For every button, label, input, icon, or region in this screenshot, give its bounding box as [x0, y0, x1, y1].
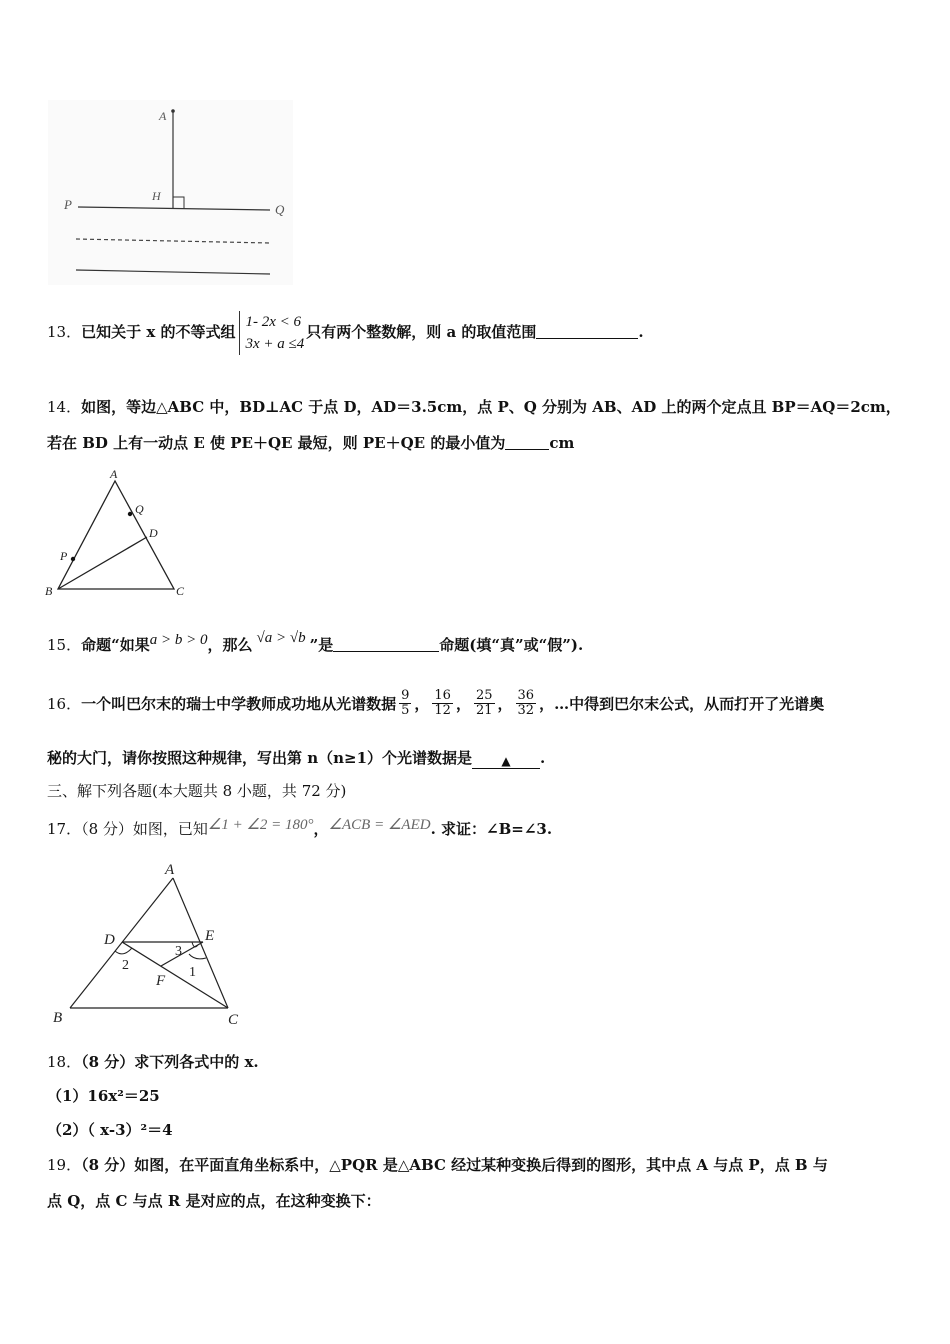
q16-text-2: 秘的大门，请你按照这种规律，写出第 n（n≥1）个光谱数据是 — [47, 749, 473, 767]
label-C: C — [176, 584, 185, 598]
q15-prefix: 命题“如果 — [81, 636, 150, 654]
label-P: P — [64, 197, 72, 212]
label-B: B — [53, 1010, 63, 1026]
q15-conclusion: √a > √b — [256, 630, 306, 646]
label-A: A — [165, 862, 175, 878]
question-19-line2: 点 Q，点 C 与点 R 是对应的点，在这种变换下： — [47, 1192, 381, 1210]
q16-end: . — [540, 749, 546, 767]
segment-EF — [161, 942, 203, 966]
inequality-system — [239, 311, 304, 355]
label-D: D — [104, 932, 115, 948]
q13-end: . — [638, 323, 644, 341]
fraction-3 — [474, 689, 495, 718]
fraction-2 — [432, 689, 453, 718]
q16-answer-marker: ▲ — [501, 754, 511, 768]
q15-number: 15． — [47, 636, 82, 654]
q15-end: 命题(填“真”或“假”). — [439, 636, 584, 654]
label-P: P — [60, 549, 68, 563]
fraction-3-denominator: 21 — [475, 702, 493, 718]
q13-suffix: 只有两个整数解，则 a 的取值范围 — [306, 323, 537, 341]
q16-answer-blank[interactable] — [472, 754, 540, 769]
q17-prove: . 求证：∠B=∠3. — [430, 820, 553, 838]
q17-number: 17． — [47, 820, 82, 838]
point-P — [71, 557, 75, 561]
label-F: F — [156, 973, 166, 989]
q14-text-1: 如图，等边△ABC 中，BD⊥AC 于点 D，AD＝3.5cm，点 P、Q 分别为 AB、AD 上的两个定点且 BP＝AQ＝2cm， — [81, 398, 901, 416]
q14-unit: cm — [549, 434, 575, 452]
q17-given-2: ∠ACB = ∠AED — [328, 817, 431, 833]
angle-1-label: 1 — [189, 965, 196, 980]
q19-text-1: （8 分）如图，在平面直角坐标系中，△PQR 是△ABC 经过某种变换后得到的图形，其中点 A 与点 P，点 B 与 — [81, 1156, 828, 1174]
q18-text: （8 分）求下列各式中的 x. — [81, 1053, 259, 1071]
fraction-1-denominator: 5 — [401, 702, 410, 718]
section-3-heading: 三、解下列各题(本大题共 8 小题，共 72 分) — [47, 782, 347, 800]
q17-points: （8 分）如图，已知 — [81, 820, 208, 838]
figure-triangle-q14 — [40, 465, 200, 605]
question-18 — [47, 1051, 259, 1072]
inequality-2: 3x + a ≤4 — [245, 336, 305, 352]
q13-answer-blank[interactable] — [536, 324, 638, 339]
q14-number: 14． — [47, 398, 82, 416]
fraction-4-denominator: 32 — [517, 702, 535, 718]
q18-number: 18． — [47, 1053, 82, 1071]
label-A: A — [159, 109, 167, 123]
q17-comma: ， — [313, 820, 329, 838]
q15-middle: ，那么 — [207, 636, 253, 654]
q16-number: 16． — [47, 694, 82, 713]
question-17 — [47, 818, 552, 839]
label-Q: Q — [275, 202, 285, 217]
question-15 — [47, 630, 584, 655]
question-13 — [47, 311, 644, 355]
figure-perpendicular — [48, 100, 293, 285]
label-B: B — [45, 584, 53, 598]
angle-2-label: 2 — [122, 958, 129, 973]
label-A: A — [110, 467, 118, 481]
question-18-part1: （1）16x²＝25 — [47, 1087, 160, 1105]
fraction-2-denominator: 12 — [434, 702, 451, 718]
fraction-3-numerator: 25 — [475, 687, 493, 703]
question-18-part2: （2）（ x-3）²＝4 — [47, 1121, 173, 1139]
question-14-line1 — [47, 396, 901, 417]
q16-prefix: 一个叫巴尔末的瑞士中学教师成功地从光谱数据 — [81, 694, 397, 713]
label-E: E — [205, 928, 215, 944]
point-A — [171, 109, 175, 113]
question-16-line2 — [47, 747, 545, 769]
label-H: H — [152, 189, 161, 203]
q15-condition: a > b > 0 — [149, 632, 208, 648]
fraction-1 — [399, 689, 411, 718]
fraction-2-numerator: 16 — [434, 687, 451, 703]
label-C: C — [228, 1012, 239, 1028]
q13-number: 13． — [47, 323, 82, 341]
q17-given-1: ∠1 + ∠2 = 180° — [207, 817, 314, 833]
angle-1-arc — [189, 954, 206, 959]
q15-answer-blank[interactable] — [333, 637, 439, 652]
q14-text-2: 若在 BD 上有一动点 E 使 PE＋QE 最短，则 PE＋QE 的最小值为 — [47, 434, 506, 452]
q16-suffix: ，…中得到巴尔末公式，从而打开了光谱奥 — [539, 694, 825, 713]
figure-background — [48, 100, 293, 285]
label-D: D — [149, 526, 158, 540]
question-14-line2 — [47, 432, 574, 453]
fraction-separator: ， — [497, 694, 513, 713]
q19-number: 19． — [47, 1156, 82, 1174]
inequality-1: 1- 2x < 6 — [245, 314, 302, 330]
q15-suffix: ”是 — [309, 636, 334, 654]
fraction-4-numerator: 36 — [517, 687, 535, 703]
fraction-1-numerator: 9 — [401, 687, 410, 703]
question-19-line1 — [47, 1154, 828, 1175]
fraction-separator: ， — [455, 694, 471, 713]
fraction-4 — [516, 689, 537, 718]
label-Q: Q — [135, 502, 144, 516]
figure-triangle-q17 — [48, 858, 258, 1033]
fraction-separator: ， — [414, 694, 430, 713]
q13-prefix: 已知关于 x 的不等式组 — [81, 323, 236, 341]
point-Q — [128, 512, 132, 516]
angle-3-label: 3 — [175, 944, 182, 959]
q14-answer-blank[interactable] — [505, 435, 549, 450]
question-16-line1 — [47, 682, 824, 724]
